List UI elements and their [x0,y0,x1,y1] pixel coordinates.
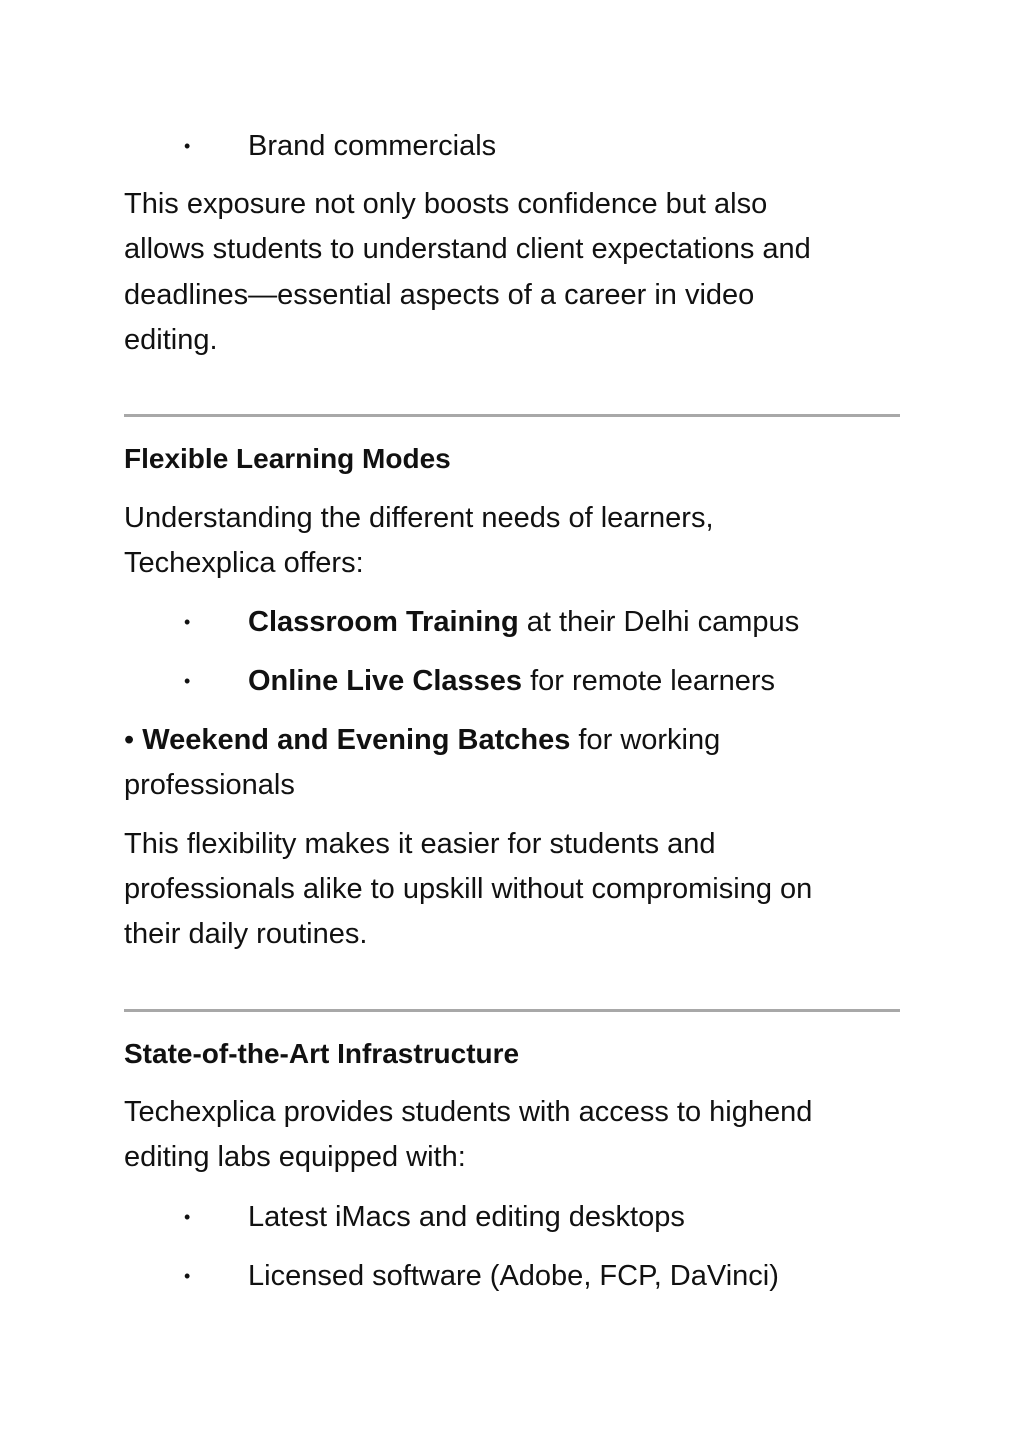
bullet-dot: • [184,1207,191,1227]
bullet-dot: • [184,1266,191,1286]
paragraph-line: This exposure not only boosts confidence but also [124,188,768,220]
list-item: Licensed software (Adobe, FCP, DaVinci) [248,1260,779,1292]
paragraph-line: editing labs equipped with: [124,1141,466,1173]
list-item-rest: at their Delhi campus [518,606,800,638]
section-divider [124,1009,900,1012]
paragraph-line: professionals [124,769,295,801]
bullet-dot: • [184,612,191,632]
list-item-rest: for remote learners [522,665,776,697]
list-item-rest: for working [570,724,721,756]
list-item-bold: Classroom Training [248,606,519,638]
paragraph-line: their daily routines. [124,918,368,950]
bullet-dot: • [184,136,191,156]
list-item: Latest iMacs and editing desktops [248,1201,685,1233]
paragraph-line: editing. [124,324,218,356]
list-item-bold: Weekend and Evening Batches [142,724,571,756]
paragraph-line: Techexplica provides students with access to highend [124,1096,813,1128]
section-heading: State-of-the-Art Infrastructure [124,1038,520,1069]
list-item [248,600,799,645]
paragraph-line: deadlines—essential aspects of a career in video [124,279,755,311]
bullet-dot: • [184,671,191,691]
paragraph-line: Understanding the different needs of learners, [124,502,714,534]
paragraph-line: Techexplica offers: [124,547,364,579]
list-item [248,659,775,704]
inline-bullet: • [124,724,135,756]
inline-list-item [124,718,720,763]
paragraph-line: allows students to understand client expectations and [124,233,811,265]
paragraph-line: professionals alike to upskill without compromising on [124,873,813,905]
section-divider [124,414,900,417]
list-item-bold: Online Live Classes [248,665,523,697]
section-heading: Flexible Learning Modes [124,443,451,474]
paragraph-line: This flexibility makes it easier for students and [124,828,716,860]
list-item: Brand commercials [248,130,497,162]
